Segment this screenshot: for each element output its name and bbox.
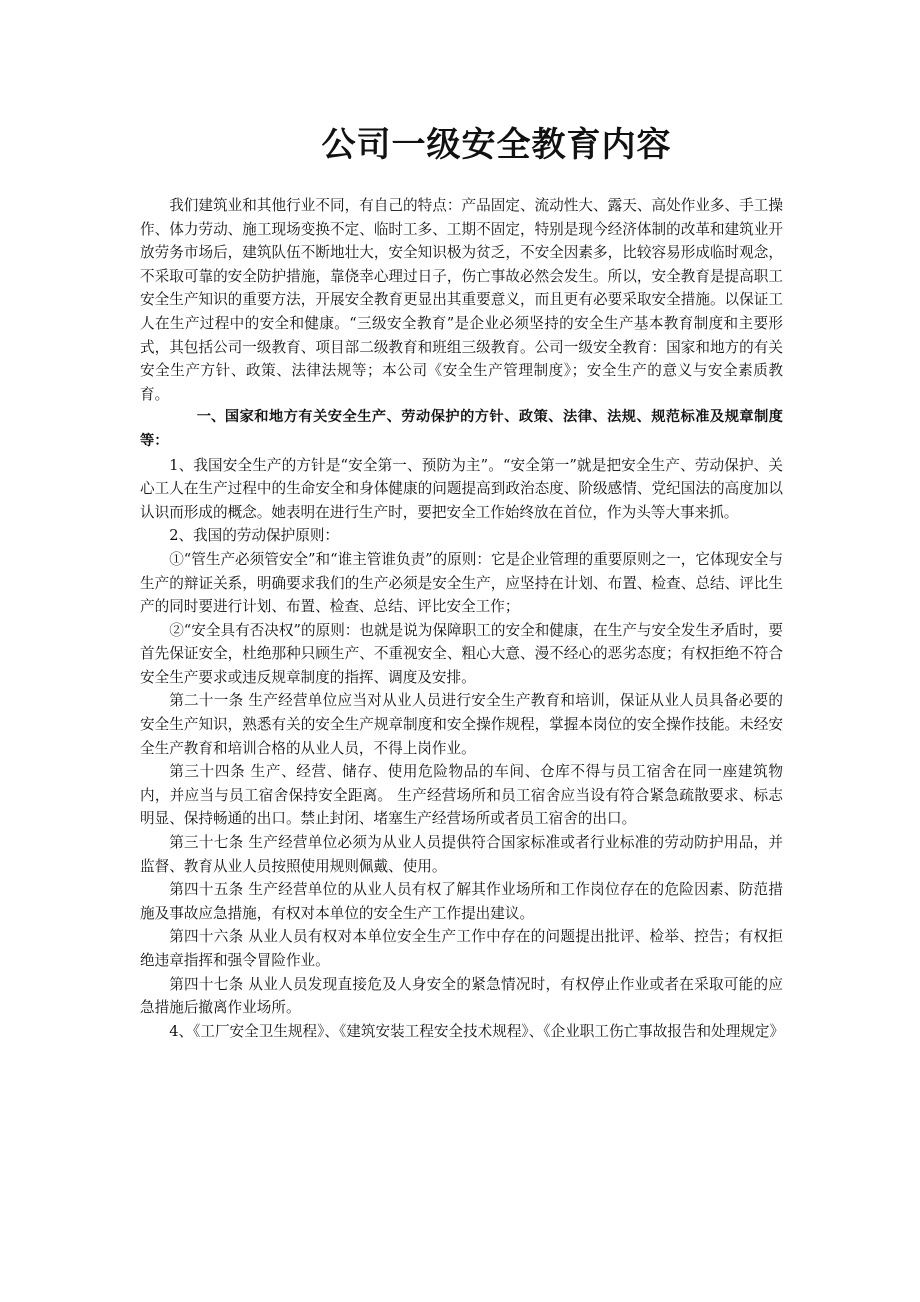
paragraph-article-21: 第二十一条 生产经营单位应当对从业人员进行安全生产教育和培训，保证从业人员具备必要的安全生产知识，熟悉有关的安全生产规章制度和安全操作规程，掌握本岗位的安全操作技能。未经安全生产教育和培训合格的从业人员，不得上岗作业。 [140, 692, 783, 757]
section-heading-text: 国家和地方有关安全生产、劳动保护的方针、政策、法律、法规、规范标准及规章制度等： [140, 409, 783, 449]
intro-paragraph: 我们建筑业和其他行业不同，有自己的特点：产品固定、流动性大、露天、高处作业多、手工操作、体力劳动、施工现场变换不定、临时工多、工期不固定，特别是现今经济体制的改革和建筑业开放劳务市场后，建筑队伍不断地壮大，安全知识极为贫乏，不安全因素多，比较容易形成临时观念，不采取可靠的安全防护措施，靠侥幸心理过日子，伤亡事故必然会发生。所以，安全教育是提高职工安全生产知识的重要方法，开展安全教育更显出其重要意义，而且更有必要采取安全措施。以保证工人在生产过程中的安全和健康。“三级安全教育”是企业必须坚持的安全生产基本教育制度和主要形式，其包括公司一级教育、项目部二级教育和班组三级教育。公司一级安全教育：国家和地方的有关安全生产方针、政策、法律法规等；本公司《安全生产管理制度》；安全生产的意义与安全素质教育。 [140, 197, 783, 403]
paragraph-regulations: 4、《工厂安全卫生规程》、《建筑安装工程安全技术规程》、《企业职工伤亡事故报告和处理规定》 [169, 1022, 785, 1040]
section-heading [140, 406, 783, 453]
document-body [140, 194, 783, 1043]
paragraph-article-45: 第四十五条 生产经营单位的从业人员有权了解其作业场所和工作岗位存在的危险因素、防范措施及事故应急措施，有权对本单位的安全生产工作提出建议。 [140, 881, 783, 922]
section-number: 一、 [196, 409, 226, 426]
paragraph-article-47: 第四十七条 从业人员发现直接危及人身安全的紧急情况时，有权停止作业或者在采取可能的应急措施后撤离作业场所。 [140, 975, 783, 1017]
paragraph-labor-principles: 2、我国的劳动保护原则： [169, 527, 340, 545]
paragraph-safety-policy: 1、我国安全生产的方针是“安全第一、预防为主”。“安全第一”就是把安全生产、劳动保护、关心工人在生产过程中的生命安全和身体健康的问题提高到政治态度、阶级感情、党纪国法的高度加以认识而形成的概念。她表明在进行生产时，要把安全工作始终放在首位，作为头等大事来抓。 [140, 456, 783, 521]
paragraph-article-34: 第三十四条 生产、经营、储存、使用危险物品的车间、仓库不得与员工宿舍在同一座建筑物内，并应当与员工宿舍保持安全距离。 生产经营场所和员工宿舍应当设有符合紧急疏散要求、标志明显、保持畅通的出口。禁止封闭、堵塞生产经营场所或者员工宿舍的出口。 [140, 763, 783, 828]
paragraph-article-37: 第三十七条 生产经营单位必须为从业人员提供符合国家标准或者行业标准的劳动防护用品，并监督、教育从业人员按照使用规则佩戴、使用。 [140, 834, 783, 875]
paragraph-principle-2: ②“安全具有否决权”的原则：也就是说为保障职工的安全和健康，在生产与安全发生矛盾时，要首先保证安全，杜绝那种只顾生产、不重视安全、粗心大意、漫不经心的恶劣态度；有权拒绝不符合安全生产要求或违反规章制度的指挥、调度及安排。 [140, 621, 783, 686]
paragraph-article-46: 第四十六条 从业人员有权对本单位安全生产工作中存在的问题提出批评、检举、控告；有权拒绝违章指挥和强令冒险作业。 [140, 928, 783, 969]
document-title: 公司一级安全教育内容 [321, 125, 672, 165]
document-page [140, 0, 783, 1043]
paragraph-principle-1: ①“管生产必须管安全”和“谁主管谁负责”的原则：它是企业管理的重要原则之一，它体现安全与生产的辩证关系，明确要求我们的生产必须是安全生产，应坚持在计划、布置、检查、总结、评比生产的同时要进行计划、布置、检查、总结、评比安全工作； [140, 550, 783, 616]
